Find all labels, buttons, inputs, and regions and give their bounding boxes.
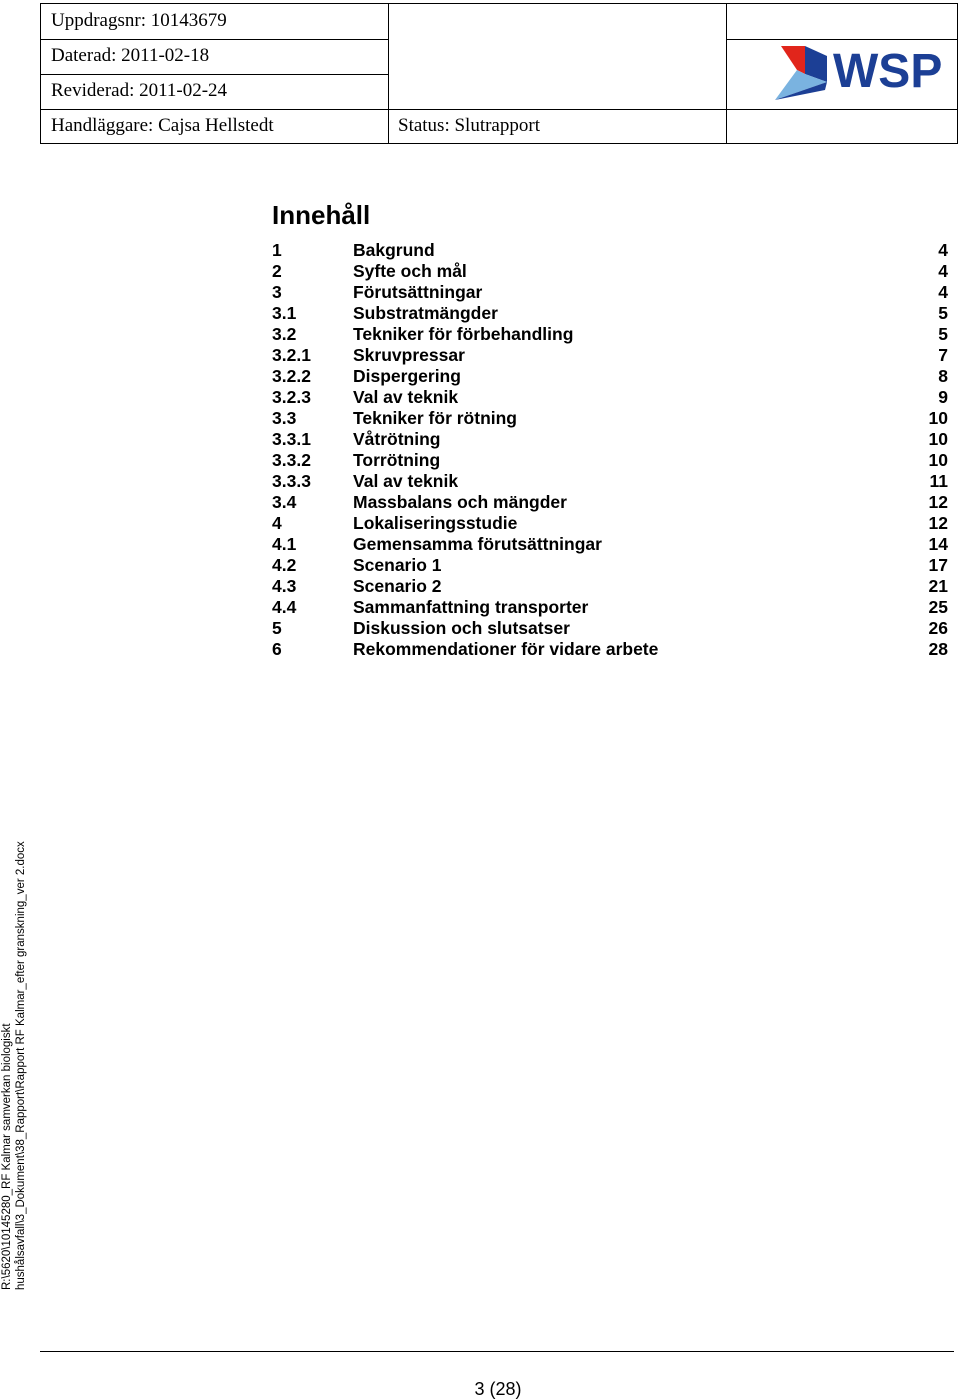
toc-entry-page: 12 <box>928 492 948 512</box>
toc-entry-title: Rekommendationer för vidare arbete <box>353 639 659 659</box>
toc-entry-number: 4.1 <box>272 534 297 554</box>
toc-entry[interactable] <box>272 639 948 660</box>
toc-entry-title: Våtrötning <box>353 429 441 449</box>
toc-entry-title: Torrötning <box>353 450 441 470</box>
toc-entry-title: Sammanfattning transporter <box>353 597 589 617</box>
toc-entry-number: 6 <box>272 639 282 659</box>
toc-entry-page: 4 <box>938 240 948 260</box>
footer-divider <box>40 1351 954 1352</box>
toc-entry[interactable] <box>272 261 948 282</box>
toc-entry-number: 2 <box>272 261 282 281</box>
wsp-logo <box>775 40 959 110</box>
toc-entry-page: 10 <box>928 408 948 428</box>
toc-entry-title: Massbalans och mängder <box>353 492 567 512</box>
toc-entry-title: Scenario 1 <box>353 555 442 575</box>
toc-entry-title: Diskussion och slutsatser <box>353 618 570 638</box>
toc-entry-title: Förutsättningar <box>353 282 483 302</box>
table-of-contents <box>272 240 948 660</box>
toc-entry-title: Substratmängder <box>353 303 498 323</box>
toc-entry[interactable] <box>272 471 948 492</box>
toc-entry-title: Lokaliseringsstudie <box>353 513 518 533</box>
toc-entry-number: 1 <box>272 240 282 260</box>
toc-entry-page: 21 <box>928 576 948 596</box>
toc-entry[interactable] <box>272 492 948 513</box>
toc-entry-number: 3.3.2 <box>272 450 311 470</box>
revised: Reviderad: 2011-02-24 <box>51 80 228 101</box>
toc-entry[interactable] <box>272 513 948 534</box>
file-path-line: R:\5620\10145280_RF Kalmar samverkan biologiskt <box>1 1023 13 1290</box>
toc-entry-number: 4.3 <box>272 576 297 596</box>
toc-entry-page: 7 <box>938 345 948 365</box>
toc-entry[interactable] <box>272 429 948 450</box>
file-path-line: hushålsavfall\3_Dokument\38_Rapport\Rapport RF Kalmar_efter granskning_ver 2.docx <box>15 841 27 1290</box>
toc-entry-title: Dispergering <box>353 366 461 386</box>
toc-entry-title: Scenario 2 <box>353 576 442 596</box>
toc-entry[interactable] <box>272 576 948 597</box>
toc-entry[interactable] <box>272 618 948 639</box>
toc-entry[interactable] <box>272 366 948 387</box>
toc-entry[interactable] <box>272 387 948 408</box>
toc-entry-page: 28 <box>928 639 948 659</box>
toc-entry-number: 3.3.3 <box>272 471 311 491</box>
toc-entry-number: 3.4 <box>272 492 297 512</box>
toc-entry-number: 3.3.1 <box>272 429 311 449</box>
toc-entry[interactable] <box>272 345 948 366</box>
toc-entry-page: 11 <box>929 471 948 491</box>
toc-entry-number: 4.4 <box>272 597 297 617</box>
toc-entry-page: 10 <box>928 450 948 470</box>
logo-text: WSP <box>833 45 943 98</box>
toc-entry-title: Tekniker för förbehandling <box>353 324 574 344</box>
toc-entry-number: 3.2 <box>272 324 297 344</box>
toc-entry-number: 3.2.2 <box>272 366 311 386</box>
toc-entry-page: 12 <box>928 513 948 533</box>
toc-entry[interactable] <box>272 303 948 324</box>
toc-entry-number: 4.2 <box>272 555 297 575</box>
toc-entry[interactable] <box>272 597 948 618</box>
toc-entry-title: Syfte och mål <box>353 261 467 281</box>
assignment-number: Uppdragsnr: 10143679 <box>51 10 227 31</box>
toc-entry-page: 5 <box>938 324 948 344</box>
dated: Daterad: 2011-02-18 <box>51 45 210 66</box>
toc-entry[interactable] <box>272 324 948 345</box>
toc-entry-title: Tekniker för rötning <box>353 408 517 428</box>
toc-entry[interactable] <box>272 408 948 429</box>
toc-entry-page: 5 <box>938 303 948 323</box>
toc-entry-page: 4 <box>938 261 948 281</box>
toc-entry-page: 10 <box>928 429 948 449</box>
toc-entry-number: 3.2.3 <box>272 387 311 407</box>
toc-entry-page: 26 <box>928 618 948 638</box>
toc-entry-number: 3.3 <box>272 408 297 428</box>
status: Status: Slutrapport <box>398 115 540 136</box>
toc-entry-number: 3 <box>272 282 282 302</box>
toc-entry-number: 5 <box>272 618 282 638</box>
toc-entry-page: 17 <box>928 555 948 575</box>
toc-entry[interactable] <box>272 534 948 555</box>
toc-entry-page: 9 <box>938 387 948 407</box>
toc-entry[interactable] <box>272 555 948 576</box>
toc-entry-page: 14 <box>928 534 948 554</box>
toc-entry-title: Gemensamma förutsättningar <box>353 534 602 554</box>
toc-entry-title: Val av teknik <box>353 471 459 491</box>
toc-entry-number: 4 <box>272 513 282 533</box>
toc-entry[interactable] <box>272 282 948 303</box>
toc-entry-number: 3.1 <box>272 303 297 323</box>
toc-entry-page: 8 <box>938 366 948 386</box>
toc-entry[interactable] <box>272 450 948 471</box>
header-divider <box>726 4 727 143</box>
file-path <box>0 841 28 1290</box>
toc-heading: Innehåll <box>272 200 371 230</box>
toc-entry-page: 4 <box>938 282 948 302</box>
handler: Handläggare: Cajsa Hellstedt <box>51 115 274 136</box>
document-header-table <box>40 3 958 144</box>
page-number: 3 (28) <box>474 1379 522 1399</box>
toc-entry-page: 25 <box>928 597 948 617</box>
toc-entry-title: Val av teknik <box>353 387 459 407</box>
toc-entry-number: 3.2.1 <box>272 345 311 365</box>
toc-entry[interactable] <box>272 240 948 261</box>
toc-entry-title: Skruvpressar <box>353 345 465 365</box>
toc-entry-title: Bakgrund <box>353 240 435 260</box>
